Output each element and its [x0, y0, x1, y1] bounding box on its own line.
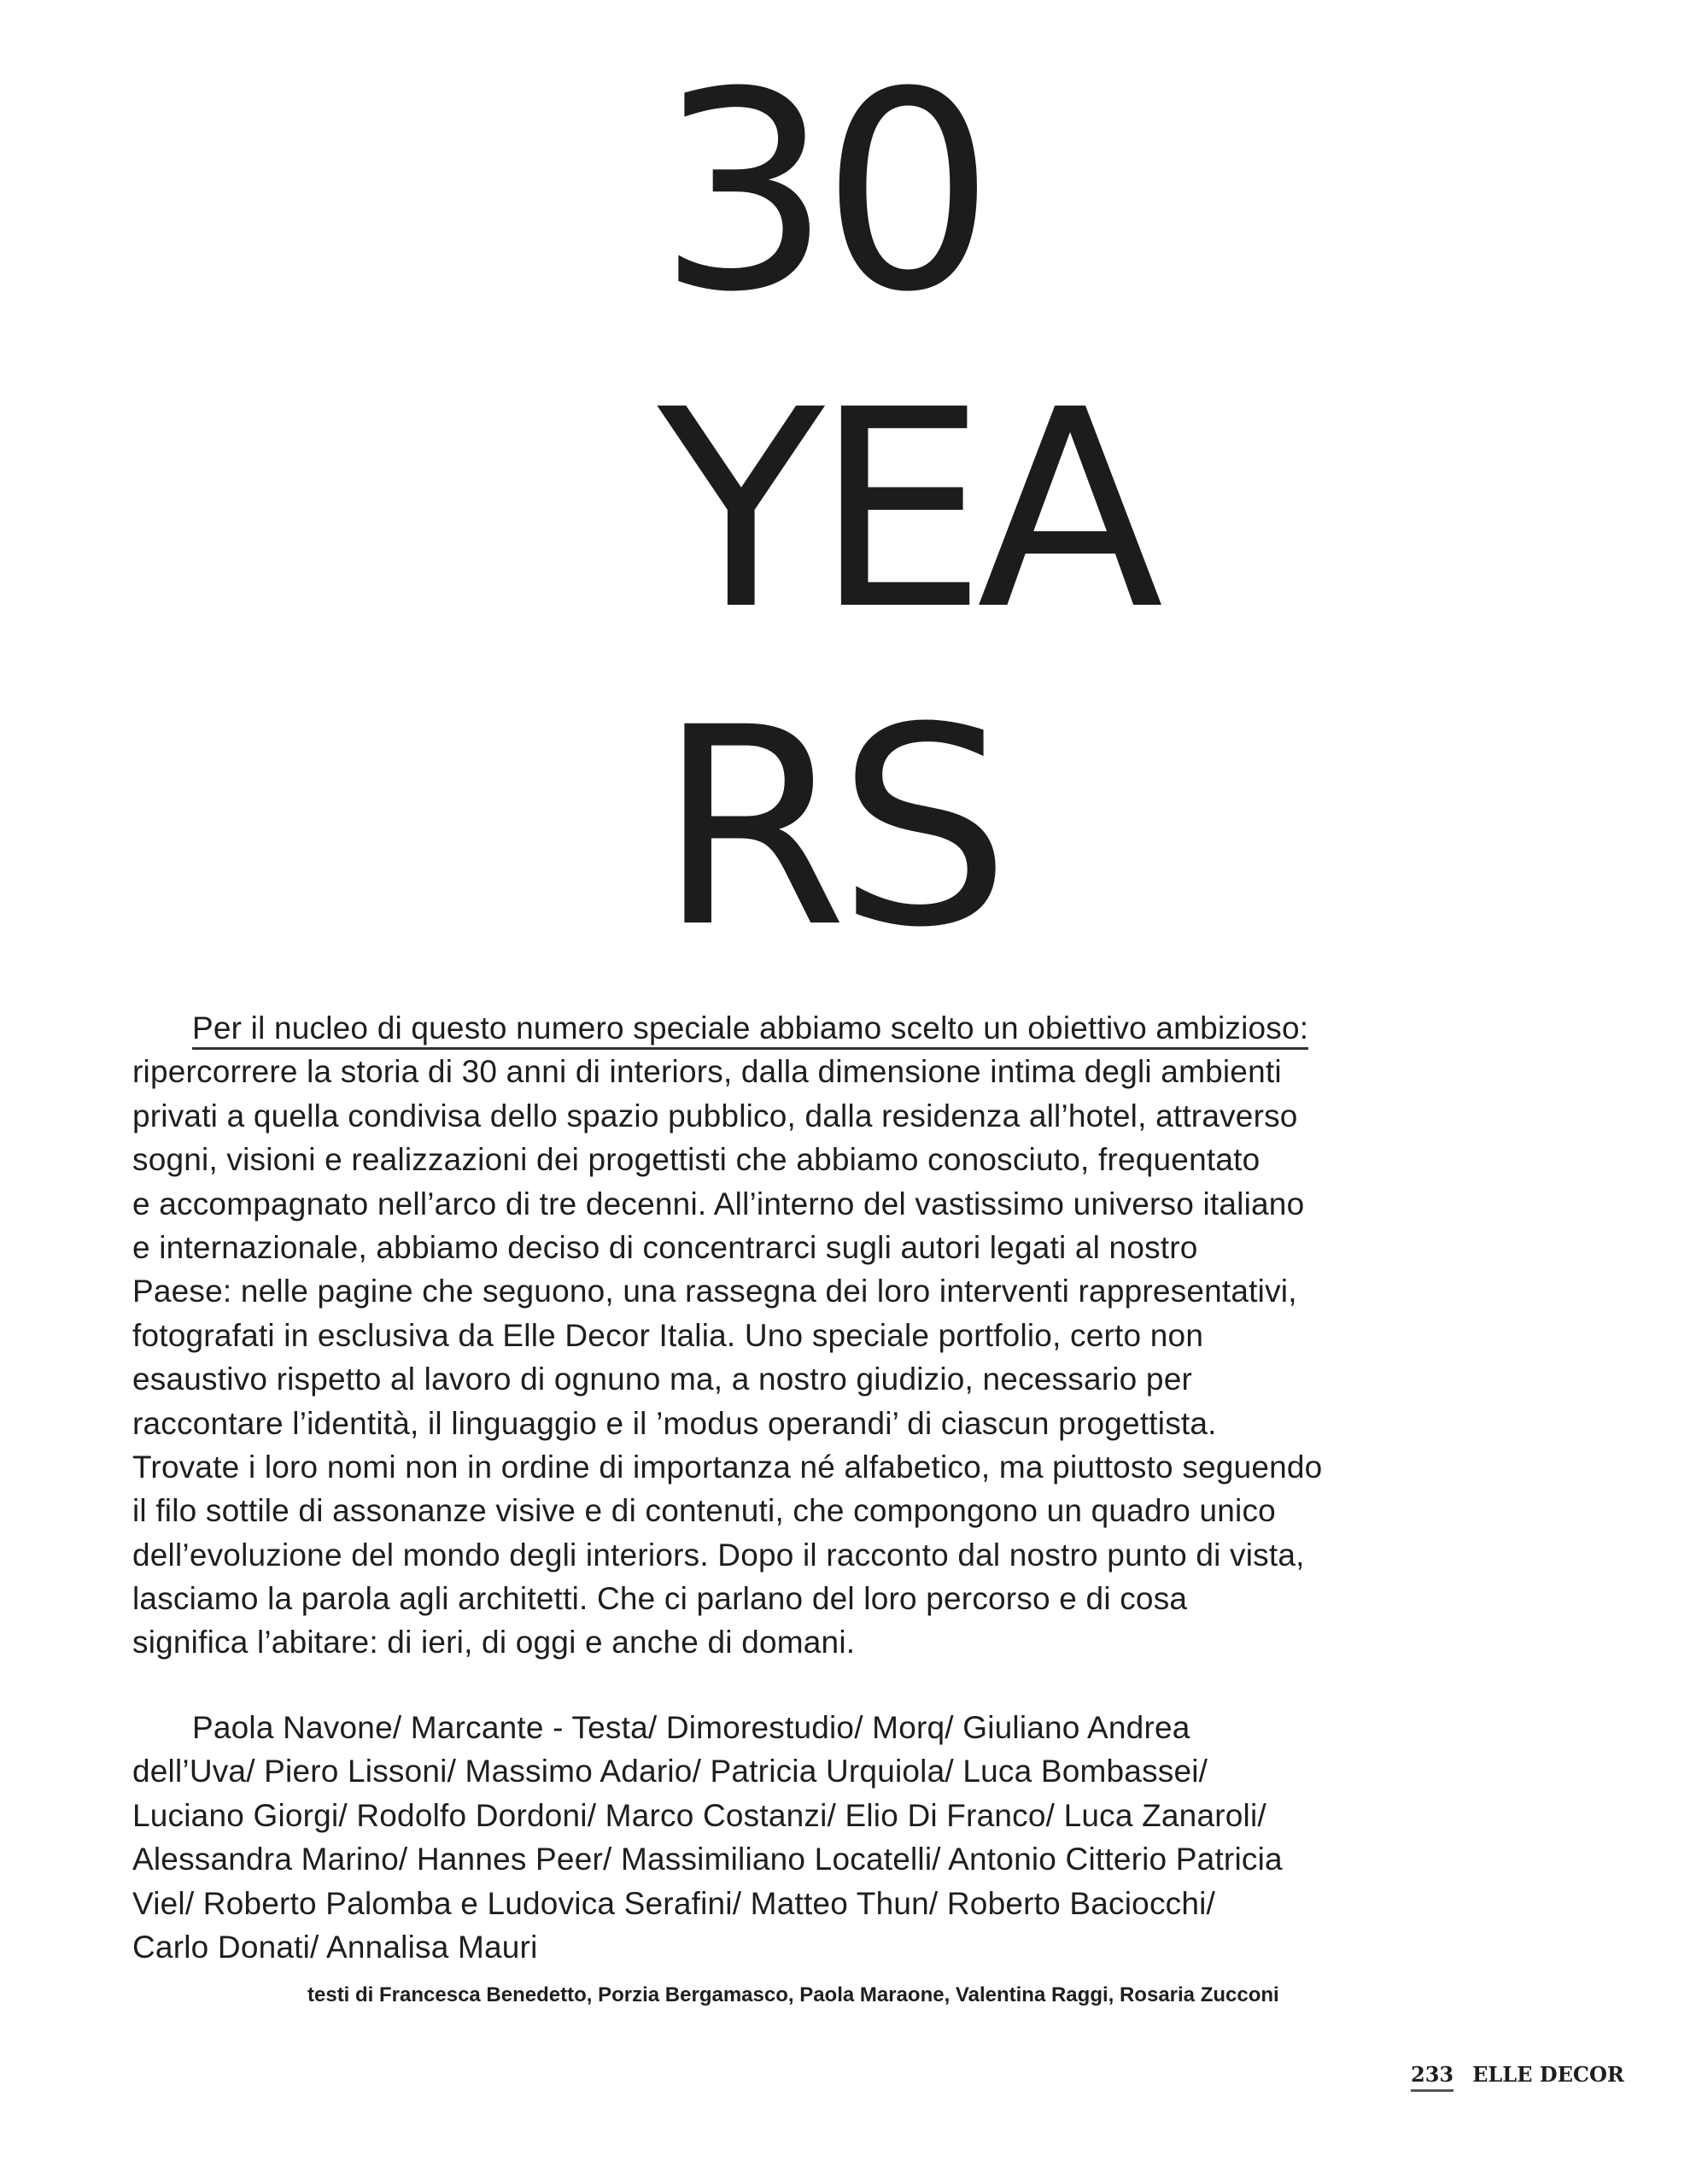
intro-line: sogni, visioni e realizzazioni dei progettisti che abbiamo conosciuto, frequentato — [132, 1142, 1261, 1178]
names-line: Alessandra Marino/ Hannes Peer/ Massimiliano Locatelli/ Antonio Citterio Patricia — [132, 1842, 1283, 1877]
magazine-name: ELLE DECOR — [1472, 2062, 1624, 2087]
names-line: dell’Uva/ Piero Lissoni/ Massimo Adario/ Patricia Urquiola/ Luca Bombassei/ — [132, 1754, 1208, 1789]
names-line: Paola Navone/ Marcante - Testa/ Dimorestudio/ Morq/ Giuliano Andrea — [192, 1710, 1190, 1745]
intro-line: Paese: nelle pagine che seguono, una rassegna dei loro interventi rappresentativi, — [132, 1274, 1297, 1309]
intro-line: e accompagnato nell’arco di tre decenni. All’interno del vastissimo universo italiano — [132, 1186, 1305, 1221]
intro-line: Trovate i loro nomi non in ordine di importanza né alfabetico, ma piuttosto seguendo — [132, 1449, 1323, 1485]
names-line: Carlo Donati/ Annalisa Mauri — [132, 1929, 538, 1965]
intro-line: raccontare l’identità, il linguaggio e il ’modus operandi’ di ciascun progettista. — [132, 1405, 1217, 1441]
intro-line: dell’evoluzione del mondo degli interiors. Dopo il racconto dal nostro punto di vista, — [132, 1537, 1305, 1573]
intro-line: significa l’abitare: di ieri, di oggi e anche di domani. — [132, 1625, 856, 1660]
author-credit: testi di Francesca Benedetto, Porzia Bergamasco, Paola Maraone, Valentina Raggi, Rosaria Zucconi — [307, 1983, 1279, 2006]
designer-names — [132, 1706, 1601, 1969]
intro-line: ripercorrere la storia di 30 anni di interiors, dalla dimensione intima degli ambienti — [132, 1054, 1282, 1090]
page-footer — [1411, 2062, 1624, 2087]
intro-line: lasciamo la parola agli architetti. Che ci parlano del loro percorso e di cosa — [132, 1581, 1188, 1617]
intro-line: esaustivo rispetto al lavoro di ognuno ma, a nostro giudizio, necessario per — [132, 1362, 1193, 1397]
title-line: RS — [658, 670, 1001, 987]
intro-line: privati a quella condivisa dello spazio pubblico, dalla residenza all’hotel, attraverso — [132, 1098, 1298, 1133]
intro-lead: Per il nucleo di questo numero speciale abbiamo scelto un obiettivo ambizioso: — [192, 1010, 1308, 1050]
intro-line: il filo sottile di assonanze visive e di contenuti, che compongono un quadro unico — [132, 1493, 1276, 1529]
page-number: 233 — [1411, 2062, 1454, 2092]
page-title — [658, 34, 1187, 987]
intro-line: e internazionale, abbiamo deciso di concentrarci sugli autori legati al nostro — [132, 1229, 1198, 1265]
intro-paragraph — [132, 1006, 1601, 1665]
names-line: Viel/ Roberto Palomba e Ludovica Serafini/ Matteo Thun/ Roberto Baciocchi/ — [132, 1885, 1216, 1921]
title-line: 30 — [658, 34, 986, 352]
title-line: YEA — [658, 352, 1154, 670]
intro-line — [132, 1006, 1601, 1050]
names-line: Luciano Giorgi/ Rodolfo Dordoni/ Marco Costanzi/ Elio Di Franco/ Luca Zanaroli/ — [132, 1797, 1266, 1833]
intro-line: fotografati in esclusiva da Elle Decor Italia. Uno speciale portfolio, certo non — [132, 1317, 1204, 1353]
